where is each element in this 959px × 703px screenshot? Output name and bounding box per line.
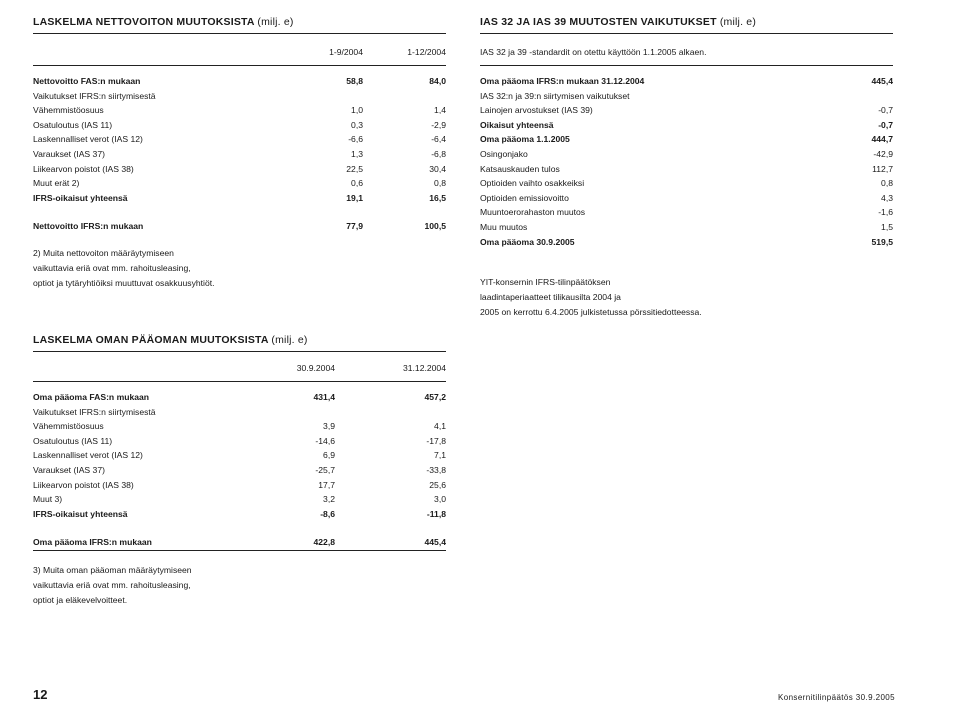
table-row (480, 220, 893, 235)
row-value-1: 19,1 (346, 192, 363, 203)
equity-total-row (33, 535, 446, 551)
ias-table (480, 74, 893, 249)
row-value-2: 7,1 (434, 450, 446, 461)
ias-intro-rule (480, 65, 893, 66)
net-profit-column-header (33, 45, 446, 59)
row-label: Muut 3) (33, 494, 63, 505)
net-profit-total-label: Nettovoitto IFRS:n mukaan (33, 221, 144, 232)
table-row (33, 507, 446, 522)
row-label: Vaikutukset IFRS:n siirtymisestä (33, 406, 156, 417)
row-value: 0,8 (881, 178, 893, 189)
row-value-2: 30,4 (429, 163, 446, 174)
net-profit-footnote (33, 246, 446, 291)
ias-title-rule (480, 33, 893, 34)
table-row (33, 162, 446, 177)
table-row (480, 103, 893, 118)
row-label: Oikaisut yhteensä (480, 119, 554, 130)
row-value-1: 22,5 (346, 163, 363, 174)
table-row (33, 147, 446, 162)
table-row (33, 103, 446, 118)
net-profit-title-rule (33, 33, 446, 34)
row-value-1: 17,7 (318, 479, 335, 490)
row-value-2: 457,2 (424, 392, 446, 402)
net-profit-total-v2: 100,5 (424, 221, 446, 232)
row-label: Liikearvon poistot (IAS 38) (33, 163, 134, 174)
table-row (480, 205, 893, 220)
row-value-1: 3,9 (323, 421, 335, 432)
row-value-1: 1,0 (351, 105, 363, 116)
row-label: Oma pääoma 1.1.2005 (480, 134, 570, 145)
table-row (33, 132, 446, 147)
equity-col2-header: 31.12.2004 (402, 363, 446, 373)
net-profit-col1-header: 1-9/2004 (329, 47, 363, 57)
row-label: Muuntoerorahaston muutos (480, 207, 586, 218)
row-value-1: 0,6 (351, 178, 363, 189)
equity-total-label: Oma pääoma IFRS:n mukaan (33, 537, 152, 548)
table-row (480, 162, 893, 177)
row-value: 445,4 (871, 76, 893, 86)
row-value-2: -6,8 (431, 148, 446, 159)
row-label: Optioiden emissiovoitto (480, 192, 569, 203)
table-row (480, 132, 893, 147)
net-profit-title-text: LASKELMA NETTOVOITON MUUTOKSISTA (33, 16, 255, 28)
row-value-1: -14,6 (315, 435, 335, 446)
row-value: -0,7 (878, 105, 893, 116)
table-row (33, 492, 446, 507)
row-label: Oma pääoma 30.9.2005 (480, 236, 575, 247)
row-label: Vähemmistöosuus (33, 421, 104, 432)
row-value-2: 84,0 (429, 76, 446, 86)
row-label: Optioiden vaihto osakkeiksi (480, 178, 585, 189)
table-row (33, 390, 446, 405)
row-label: Muu muutos (480, 221, 528, 232)
row-value-2: -11,8 (426, 508, 446, 519)
row-value-1: 431,4 (313, 392, 335, 402)
net-profit-total-v1: 77,9 (346, 221, 363, 232)
row-value-2: 1,4 (434, 105, 446, 116)
row-value-2: 3,0 (434, 494, 446, 505)
net-profit-section (33, 15, 446, 291)
row-value-2: 25,6 (429, 479, 446, 490)
equity-footnote-line: optiot ja eläkevelvoitteet. (33, 594, 128, 605)
table-row (480, 191, 893, 206)
row-label: Lainojen arvostukset (IAS 39) (480, 105, 593, 116)
row-value-2: 0,8 (434, 178, 446, 189)
table-row (33, 191, 446, 206)
row-label: Laskennalliset verot (IAS 12) (33, 450, 143, 461)
table-row (33, 434, 446, 449)
ias-intro-text: IAS 32 ja 39 -standardit on otettu käyttöön 1.1.2005 alkaen. (480, 47, 707, 57)
equity-section (33, 333, 446, 608)
table-row (33, 118, 446, 133)
page-number: 12 (33, 687, 48, 702)
table-row (480, 89, 893, 104)
equity-title-text: LASKELMA OMAN PÄÄOMAN MUUTOKSISTA (33, 334, 269, 346)
equity-total-v1: 422,8 (313, 537, 335, 548)
net-profit-footnote-line: 2) Muita nettovoiton määräytymiseen (33, 247, 174, 258)
row-value-1: 6,9 (323, 450, 335, 461)
row-label: Osatuloutus (IAS 11) (33, 119, 113, 130)
net-profit-title (33, 15, 446, 29)
row-value: 1,5 (881, 221, 893, 232)
table-row (33, 419, 446, 434)
net-profit-footnote-line: optiot ja tytäryhtiöiksi muuttuvat osakkuusyhtiöt. (33, 277, 215, 288)
row-value-1: -25,7 (315, 464, 335, 475)
net-profit-table (33, 74, 446, 205)
ias-footnote (480, 275, 893, 320)
row-value: 519,5 (871, 236, 893, 247)
row-label: Vähemmistöosuus (33, 105, 104, 116)
equity-unit: (milj. e) (271, 334, 308, 346)
row-value-1: -6,6 (348, 134, 363, 145)
row-label: Nettovoitto FAS:n mukaan (33, 76, 141, 86)
ias-footnote-line: laadintaperiaatteet tilikausilta 2004 ja (480, 292, 621, 303)
row-label: IFRS-oikaisut yhteensä (33, 508, 128, 519)
table-row (33, 448, 446, 463)
ias-section (480, 15, 893, 320)
table-row (480, 147, 893, 162)
row-label: Vaikutukset IFRS:n siirtymisestä (33, 90, 156, 101)
row-label: Oma pääoma IFRS:n mukaan 31.12.2004 (480, 76, 645, 86)
ias-title-text: IAS 32 JA IAS 39 MUUTOSTEN VAIKUTUKSET (480, 16, 717, 28)
row-label: Varaukset (IAS 37) (33, 464, 105, 475)
equity-footnote-line: 3) Muita oman pääoman määräytymiseen (33, 564, 192, 575)
table-row (480, 74, 893, 89)
table-row (480, 118, 893, 133)
row-value-1: 58,8 (346, 76, 363, 86)
row-label: Osatuloutus (IAS 11) (33, 435, 113, 446)
row-label: Varaukset (IAS 37) (33, 148, 105, 159)
row-value: 444,7 (871, 134, 893, 145)
row-value: 4,3 (881, 192, 893, 203)
row-value-2: -33,8 (426, 464, 446, 475)
net-profit-col2-header: 1-12/2004 (407, 47, 446, 57)
equity-title-rule (33, 351, 446, 352)
row-value: 112,7 (872, 163, 893, 174)
table-row (33, 478, 446, 493)
ias-footnote-line: YIT-konsernin IFRS-tilinpäätöksen (480, 277, 611, 288)
row-value-1: 0,3 (351, 119, 363, 130)
row-value-2: 4,1 (434, 421, 446, 432)
table-row (480, 176, 893, 191)
row-label: IFRS-oikaisut yhteensä (33, 192, 128, 203)
table-row (33, 405, 446, 420)
ias-footnote-line: 2005 on kerrottu 6.4.2005 julkistetussa pörssitiedotteessa. (480, 307, 702, 318)
equity-total-v2: 445,4 (424, 537, 446, 548)
equity-title (33, 333, 446, 347)
ias-unit: (milj. e) (719, 16, 757, 28)
row-label: Liikearvon poistot (IAS 38) (33, 479, 134, 490)
row-value: -1,6 (878, 207, 893, 218)
net-profit-total-row (33, 219, 446, 234)
net-profit-header-rule (33, 65, 446, 66)
equity-table (33, 390, 446, 521)
row-label: Katsauskauden tulos (480, 163, 560, 174)
table-row (33, 463, 446, 478)
row-value-1: -8,6 (320, 508, 335, 519)
row-value-2: 16,5 (429, 192, 446, 203)
row-label: Osingonjako (480, 148, 528, 159)
row-value: -0,7 (878, 119, 893, 130)
row-value-1: 1,3 (351, 148, 363, 159)
equity-column-header (33, 361, 446, 375)
row-value-2: -2,9 (431, 119, 446, 130)
row-value: -42,9 (873, 148, 893, 159)
table-row (33, 89, 446, 104)
net-profit-unit: (milj. e) (257, 16, 294, 28)
equity-footnote-line: vaikuttavia eriä ovat mm. rahoitusleasing, (33, 579, 191, 590)
equity-footnote (33, 563, 446, 608)
net-profit-footnote-line: vaikuttavia eriä ovat mm. rahoitusleasing, (33, 262, 191, 273)
equity-col1-header: 30.9.2004 (296, 363, 335, 373)
row-label: Laskennalliset verot (IAS 12) (33, 134, 143, 145)
row-value-2: -6,4 (431, 134, 446, 145)
equity-header-rule (33, 381, 446, 382)
row-label: Muut erät 2) (33, 178, 80, 189)
table-row (480, 235, 893, 250)
row-value-1: 3,2 (323, 494, 335, 505)
row-label: IAS 32:n ja 39:n siirtymisen vaikutukset (480, 90, 630, 101)
ias-title (480, 15, 893, 29)
table-row (33, 74, 446, 89)
row-label: Oma pääoma FAS:n mukaan (33, 392, 150, 402)
document-name: Konsernitilinpäätös 30.9.2005 (777, 693, 895, 702)
ias-intro (480, 45, 893, 59)
row-value-2: -17,8 (426, 435, 446, 446)
table-row (33, 176, 446, 191)
